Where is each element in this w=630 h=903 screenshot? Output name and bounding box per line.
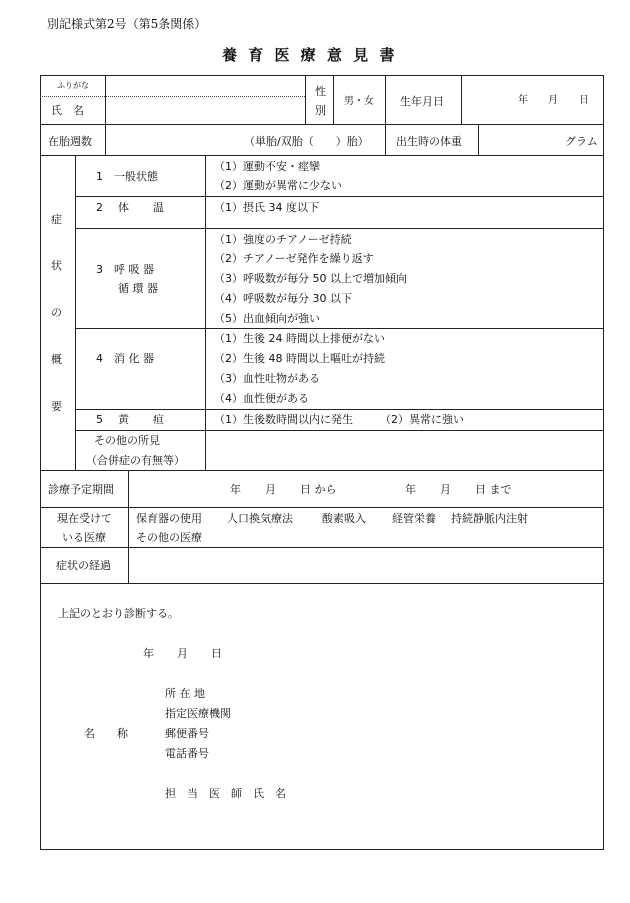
- general-item-2[interactable]: （2）運動が異常に少ない: [214, 179, 342, 192]
- temp-label-1: 体: [118, 201, 129, 214]
- symptoms-side-2: 状: [51, 259, 62, 272]
- other-findings-label: その他の所見: [94, 434, 160, 447]
- attending-doctor-label: 担 当 医 師 氏 名: [165, 787, 286, 800]
- option-tube-feeding[interactable]: 経管栄養: [392, 512, 436, 525]
- sex-options[interactable]: 男・女: [344, 96, 374, 107]
- resp-item-3[interactable]: （3）呼吸数が毎分 50 以上で増加傾向: [214, 272, 407, 285]
- institution-name-label: 名 称: [84, 727, 128, 740]
- symptoms-side-5: 要: [51, 400, 62, 413]
- general-item-1[interactable]: （1）運動不安・痙攣: [214, 160, 320, 173]
- sex-label-bottom: 別: [315, 104, 326, 117]
- temp-num: 2: [96, 201, 103, 214]
- jaundice-label-2: 疸: [153, 413, 164, 426]
- resp-label-2: 循 環 器: [118, 282, 158, 295]
- dob-day: 日: [579, 95, 589, 106]
- dob-month: 月: [548, 95, 558, 106]
- name-label: 氏 名: [51, 104, 84, 117]
- period-from-month: 月: [265, 483, 276, 496]
- symptoms-side-3: の: [51, 306, 62, 319]
- weight-unit: グラム: [565, 135, 598, 148]
- temp-item-1[interactable]: （1）摂氏 34 度以下: [214, 201, 319, 214]
- sign-date-year: 年: [143, 647, 154, 660]
- document-title: 養 育 医 療 意 見 書: [222, 46, 398, 64]
- period-to-day: 日 まで: [475, 483, 512, 496]
- jaundice-num: 5: [96, 413, 103, 426]
- option-oxygen[interactable]: 酸素吸入: [322, 512, 366, 525]
- period-from-day: 日 から: [300, 483, 337, 496]
- option-iv-infusion[interactable]: 持続静脈内注射: [451, 512, 528, 525]
- institution-label: 指定医療機関: [165, 707, 231, 720]
- option-incubator[interactable]: 保育器の使用: [136, 512, 202, 525]
- dob-year: 年: [518, 95, 528, 106]
- symptoms-side-4: 概: [51, 353, 62, 366]
- option-other-care[interactable]: その他の医療: [136, 531, 202, 544]
- furigana-label: ふりがな: [57, 81, 89, 90]
- period-label: 診療予定期間: [48, 483, 114, 496]
- resp-item-1[interactable]: （1）強度のチアノーゼ持続: [214, 233, 352, 246]
- period-from-year: 年: [230, 483, 241, 496]
- phone-label: 電話番号: [165, 747, 209, 760]
- other-findings-sublabel: （合併症の有無等）: [86, 454, 185, 467]
- sex-label-top: 性: [315, 85, 326, 98]
- progress-label: 症状の経過: [56, 559, 111, 572]
- digest-item-2[interactable]: （2）生後 48 時間以上嘔吐が持続: [214, 352, 385, 365]
- option-ventilation[interactable]: 人口換気療法: [227, 512, 293, 525]
- resp-item-2[interactable]: （2）チアノーゼ発作を繰り返す: [214, 252, 374, 265]
- jaundice-label-1: 黄: [118, 413, 129, 426]
- symptoms-side-1: 症: [51, 213, 62, 226]
- resp-label-1: 3 呼 吸 器: [96, 263, 154, 276]
- address-label: 所 在 地: [165, 687, 205, 700]
- digest-label: 4 消 化 器: [96, 352, 154, 365]
- jaundice-item-2[interactable]: （2）異常に強い: [380, 413, 464, 426]
- digest-item-4[interactable]: （4）血性便がある: [214, 392, 309, 405]
- birth-type[interactable]: （単胎/双胎（ ）胎）: [244, 135, 369, 148]
- resp-item-5[interactable]: （5）出血傾向が強い: [214, 312, 320, 325]
- current-care-label-2: いる医療: [62, 531, 106, 544]
- current-care-label: 現在受けて: [57, 512, 112, 525]
- period-to-year: 年: [405, 483, 416, 496]
- postal-code-label: 郵便番号: [165, 727, 209, 740]
- digest-item-1[interactable]: （1）生後 24 時間以上排便がない: [214, 332, 385, 345]
- sign-date-day: 日: [211, 647, 222, 660]
- birth-weight-label: 出生時の体重: [396, 135, 462, 148]
- gestation-label: 在胎週数: [48, 135, 92, 148]
- form-reference: 別記様式第2号（第5条関係）: [47, 17, 207, 31]
- temp-label-2: 温: [153, 201, 164, 214]
- diagnosis-statement: 上記のとおり診断する。: [58, 607, 179, 620]
- general-label: 1 一般状態: [96, 170, 158, 183]
- period-to-month: 月: [440, 483, 451, 496]
- jaundice-item-1[interactable]: （1）生後数時間以内に発生: [214, 413, 353, 426]
- digest-item-3[interactable]: （3）血性吐物がある: [214, 372, 320, 385]
- resp-item-4[interactable]: （4）呼吸数が毎分 30 以下: [214, 292, 352, 305]
- sign-date-month: 月: [177, 647, 188, 660]
- dob-label: 生年月日: [400, 95, 444, 108]
